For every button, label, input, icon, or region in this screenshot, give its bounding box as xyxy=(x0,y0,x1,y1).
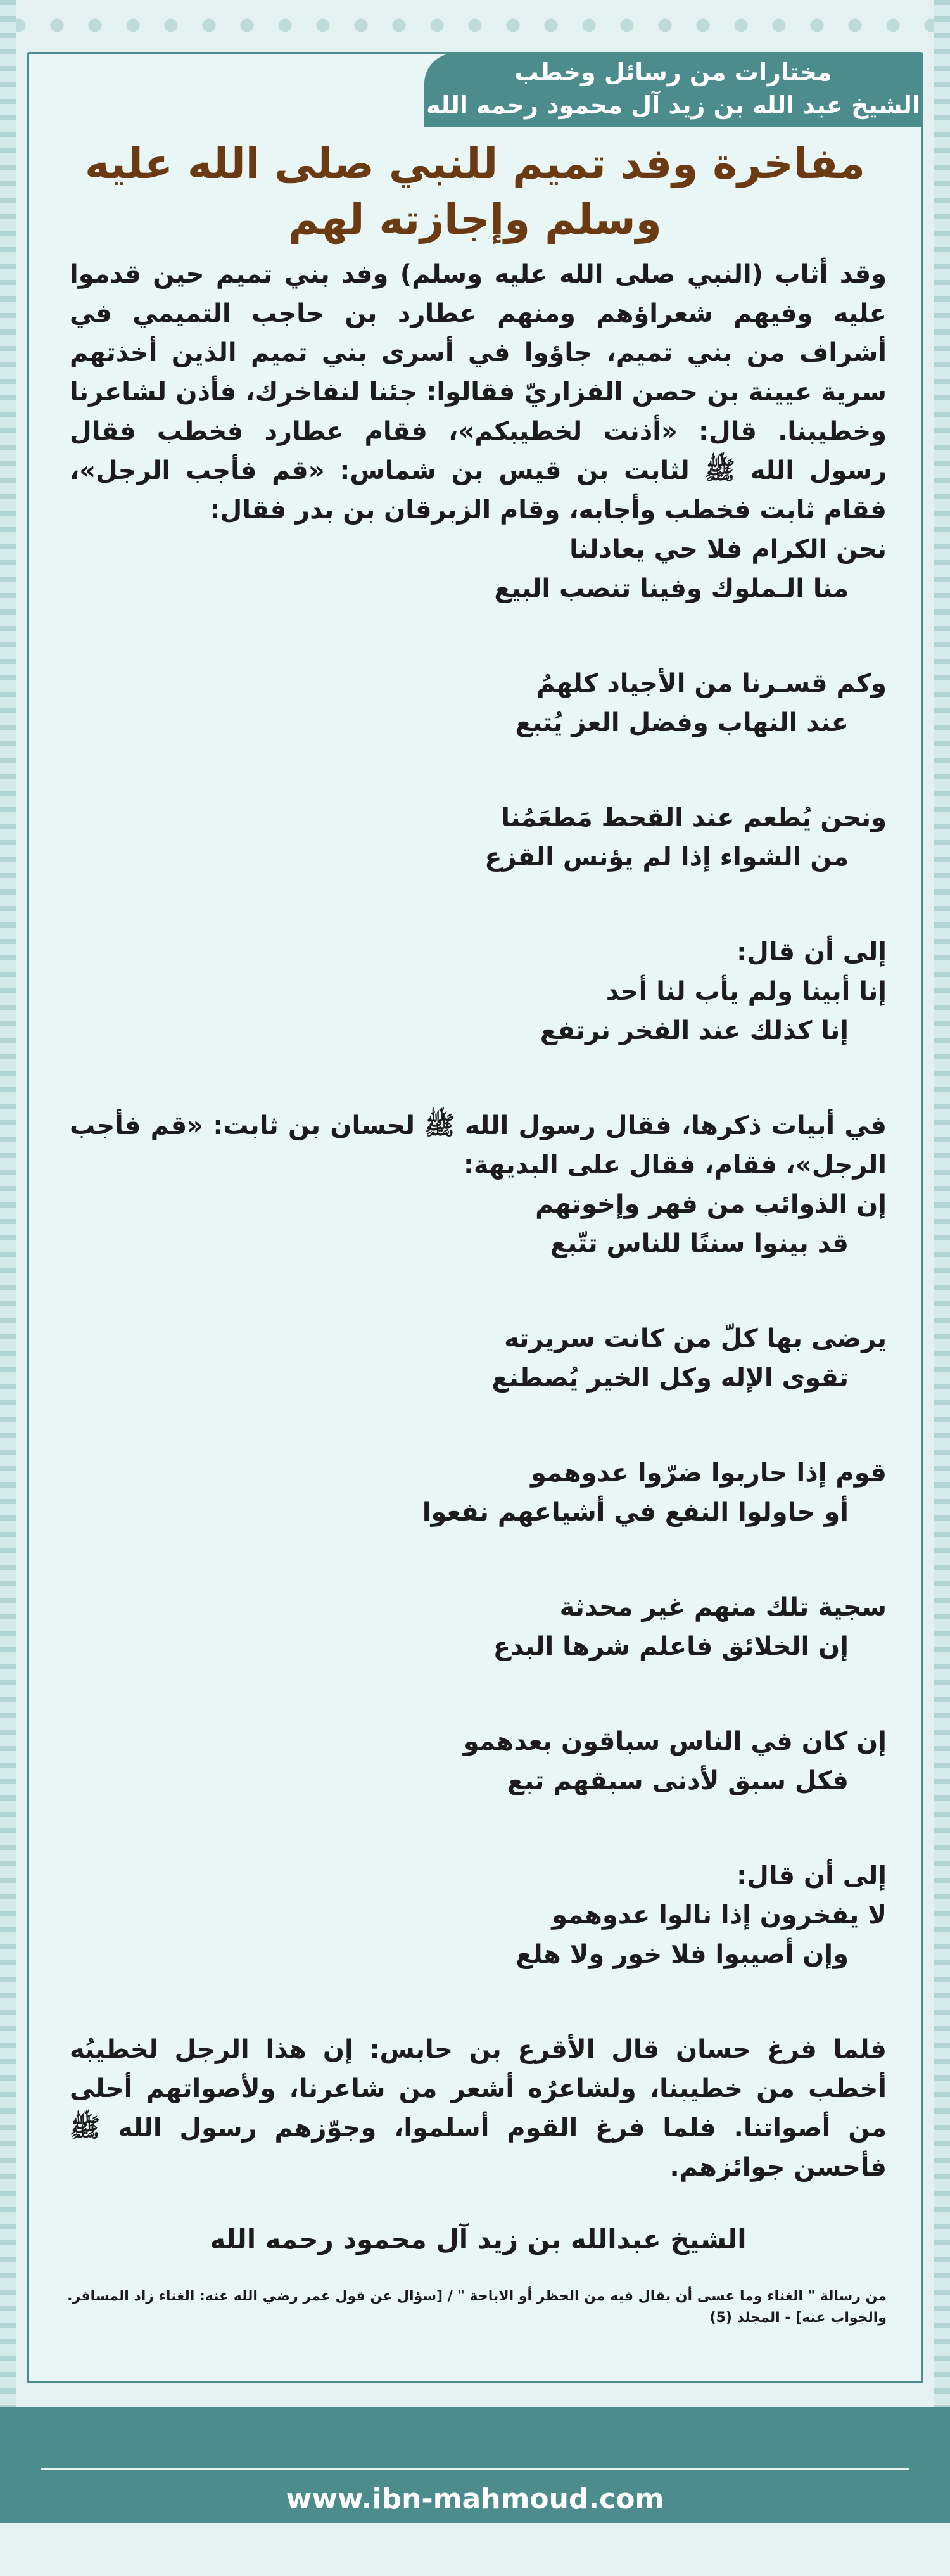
header-series-title: مختارات من رسائل وخطب xyxy=(514,58,832,86)
source-footnote: من رسالة " الغناء وما عسى أن يقال فيه من الحظر أو الاباحة " / [سؤال عن قول عمر رضي الله عنه: الغناء زاد المسافر. والجواب عنه] - المجلد (5) xyxy=(67,2288,887,2326)
verse-first-half: وكم قسـرنا من الأجياد كلهمُ xyxy=(536,669,887,698)
verse-second-half: من الشواء إذا لم يؤنس القزع xyxy=(484,843,849,872)
author-signature: الشيخ عبدالله بن زيد آل محمود رحمه الله xyxy=(210,2224,747,2255)
decorative-pattern-top xyxy=(0,0,950,51)
middle-paragraph: في أبيات ذكرها، فقال رسول الله ﷺ لحسان بن ثابت: «قم فأجب الرجل»، فقام، فقال على البديهة: xyxy=(70,1111,887,1180)
poem-verse xyxy=(70,798,887,877)
verse-first-half: لا يفخرون إذا نالوا عدوهمو xyxy=(552,1901,887,1930)
verse-second-half: منا الـملوك وفينا تنصب البيع xyxy=(494,574,849,603)
verse-second-half: إنا كذلك عند الفخر نرتفع xyxy=(540,1016,849,1045)
verse-first-half: إن كان في الناس سباقون بعدهمو xyxy=(463,1727,887,1756)
poem-verse xyxy=(70,1319,887,1398)
header-badge xyxy=(424,53,922,127)
website-link[interactable]: www.ibn-mahmoud.com xyxy=(286,2482,664,2515)
page-title: مفاخرة وفد تميم للنبي صلى الله عليه وسلم وإجازته لهم xyxy=(85,139,865,244)
verse-second-half: تقوى الإله وكل الخير يُصطنع xyxy=(491,1363,849,1393)
verse-first-half: نحن الكرام فلا حي يعادلنا xyxy=(569,535,887,564)
poem-verse xyxy=(70,530,887,608)
decorative-pattern-left xyxy=(0,0,16,2576)
poem-verse xyxy=(70,1896,887,1974)
bottom-strip xyxy=(0,2523,950,2576)
verse-second-half: قد بينوا سننًا للناس تتّبع xyxy=(550,1229,849,1258)
verse-first-half: قوم إذا حاربوا ضرّوا عدوهمو xyxy=(531,1458,887,1488)
poem-verse xyxy=(70,1453,887,1532)
poem-verse xyxy=(70,664,887,743)
intro-paragraph: وقد أثاب (النبي صلى الله عليه وسلم) وفد بني تميم حين قدموا عليه وفيهم شعراؤهم ومنهم عطارد بن حاجب التميمي في أشراف من بني تميم، جاؤوا في أسرى بني تميم الذين أخذتهم سرية عيينة بن حصن الفزاريّ فقالوا: جئنا لنفاخرك، فأذن لشاعرنا وخطيبنا. قال: «أذنت لخطيبكم»، فقام عطارد فخطب فقال رسول الله ﷺ لثابت بن قيس بن شماس: «قم فأجب الرجل»، فقام ثابت فخطب وأجابه، وقام الزبرقان بن بدر فقال: xyxy=(70,260,887,525)
verse-first-half: ونحن يُطعم عند القحط مَطعَمُنا xyxy=(501,803,887,832)
article-body xyxy=(70,255,887,2259)
poem-verse xyxy=(70,972,887,1050)
verse-first-half: سجية تلك منهم غير محدثة xyxy=(559,1593,887,1622)
verse-second-half: عند النهاب وفضل العز يُتبع xyxy=(515,708,849,737)
verse-second-half: وإن أصيبوا فلا خور ولا هلع xyxy=(516,1940,849,1969)
poem-verse xyxy=(70,1185,887,1263)
transition-text: إلى أن قال: xyxy=(737,938,887,967)
verse-second-half: فكل سبق لأدنى سبقهم تبع xyxy=(507,1766,849,1795)
verse-second-half: أو حاولوا النفع في أشياعهم نفعوا xyxy=(422,1498,849,1527)
verse-first-half: إن الذوائب من فهر وإخوتهم xyxy=(535,1190,887,1219)
poem-verse xyxy=(70,1588,887,1666)
poem-verse xyxy=(70,1722,887,1801)
verse-first-half: يرضى بها كلّ من كانت سريرته xyxy=(504,1324,887,1353)
conclusion-paragraph: فلما فرغ حسان قال الأقرع بن حابس: إن هذا الرجل لخطيبُه أخطب من خطيبنا، ولشاعرُه أشعر من شاعرنا، ولأصواتهم أحلى من أصواتنا. فلما فرغ القوم أسلموا، وجوّزهم رسول الله ﷺ فأحسن جوائزهم. xyxy=(70,2035,887,2182)
transition-text: إلى أن قال: xyxy=(737,1861,887,1891)
decorative-pattern-right xyxy=(934,0,950,2576)
footer-url-box xyxy=(41,2468,909,2528)
header-author: الشيخ عبد الله بن زيد آل محمود رحمه الله xyxy=(426,91,920,119)
verse-second-half: إن الخلائق فاعلم شرها البدع xyxy=(493,1632,849,1661)
verse-first-half: إنا أبينا ولم يأب لنا أحد xyxy=(605,977,887,1006)
